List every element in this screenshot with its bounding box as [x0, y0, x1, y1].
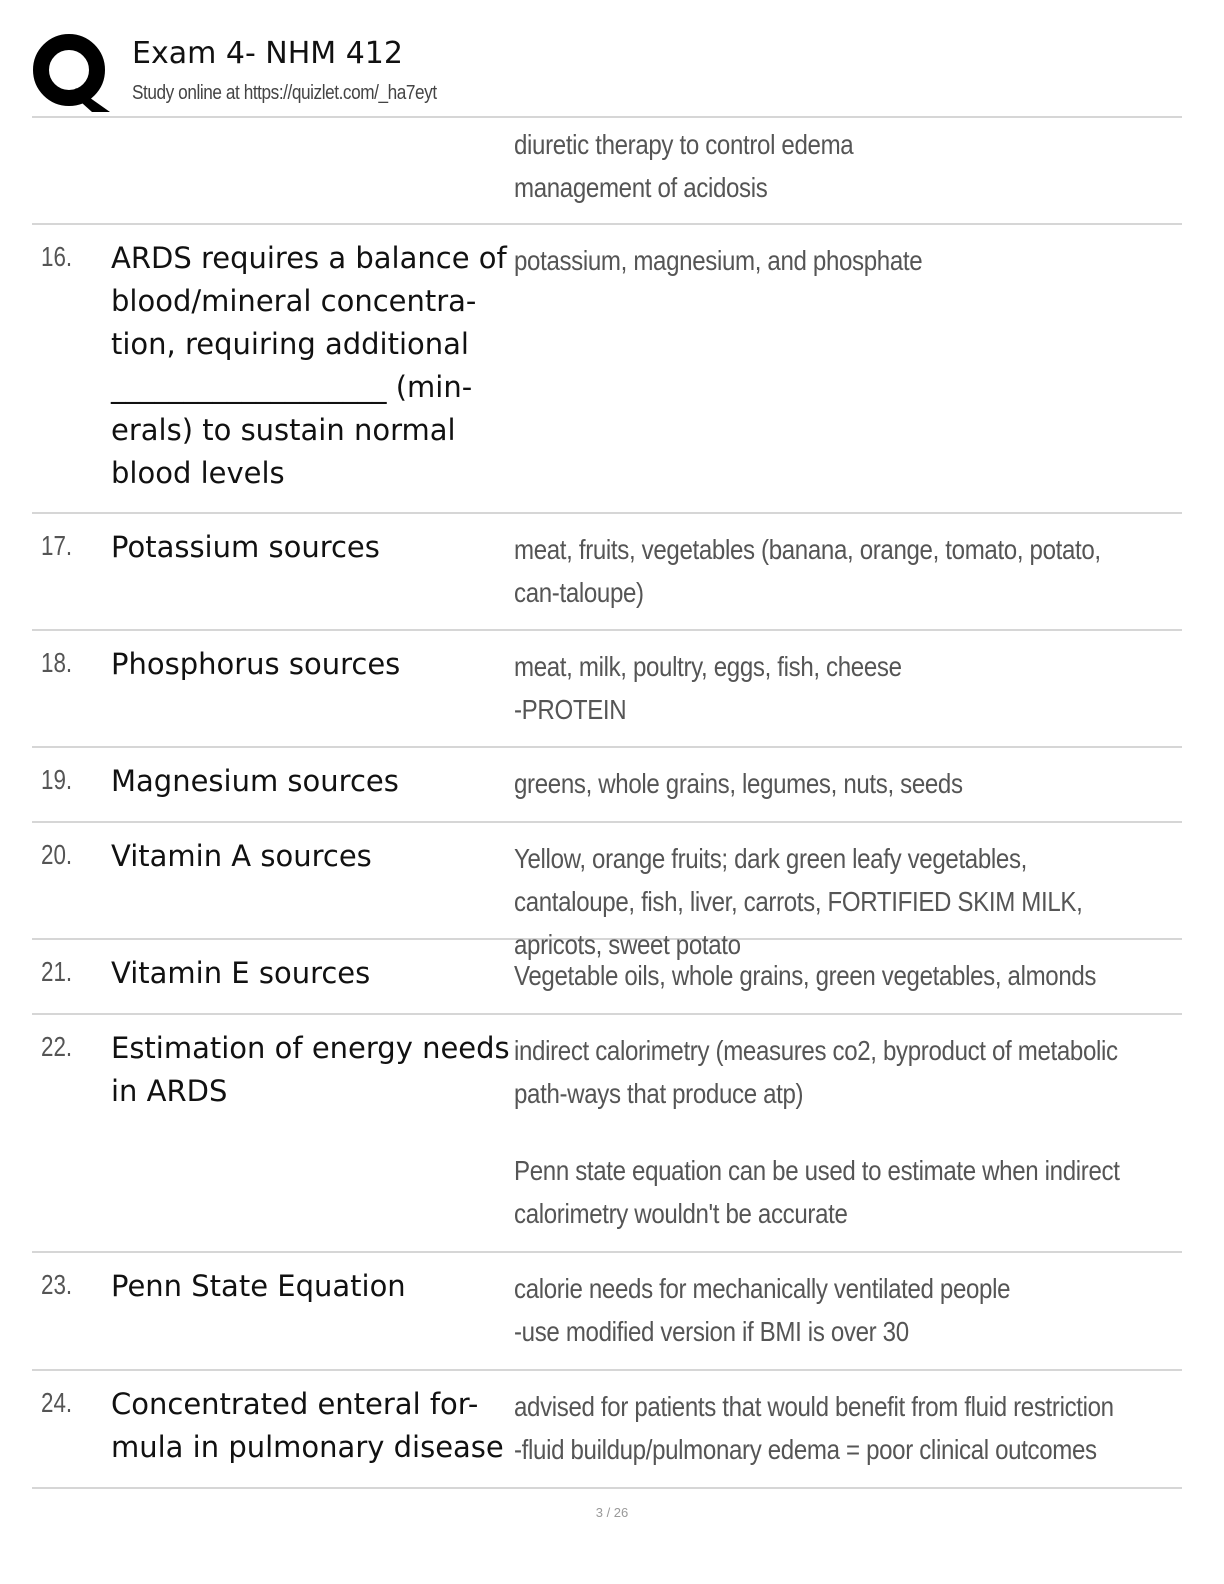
card-term: ARDS requires a balance of blood/mineral concentra-tion, requiring additional ___________________ (min-erals) to sustain normal blood levels: [111, 241, 507, 490]
card-21: [32, 940, 1182, 1015]
card-number: 17.: [41, 530, 73, 561]
card-term: Phosphorus sources: [111, 647, 401, 681]
card-number: 20.: [41, 839, 73, 870]
card-term: Concentrated enteral for-mula in pulmonary disease: [111, 1387, 504, 1464]
card-definition: diuretic therapy to control edema management of acidosis: [514, 129, 854, 203]
card-18: [32, 631, 1182, 748]
card-definition: Yellow, orange fruits; dark green leafy vegetables, cantaloupe, fish, liver, carrots, FORTIFIED SKIM MILK, apricots, sweet potato: [514, 843, 1083, 960]
card-16: [32, 225, 1182, 514]
card-definition: indirect calorimetry (measures co2, byproduct of metabolic path-ways that produce atp) Penn state equation can be used to estimate when indirect calorimetry wouldn't be accurate: [514, 1035, 1120, 1229]
study-online-link[interactable]: Study online at https://quizlet.com/_ha7eyt: [132, 82, 437, 104]
card-definition: meat, milk, poultry, eggs, fish, cheese -PROTEIN: [514, 651, 902, 725]
card-term: Vitamin E sources: [111, 956, 371, 990]
card-19: [32, 748, 1182, 823]
card-number: 19.: [41, 764, 73, 795]
card-definition: calorie needs for mechanically ventilated people -use modified version if BMI is over 30: [514, 1273, 1011, 1347]
card-continuation: [32, 118, 1182, 225]
card-definition: Vegetable oils, whole grains, green vegetables, almonds: [514, 960, 1097, 991]
card-24: [32, 1371, 1182, 1489]
card-number: 16.: [41, 241, 73, 272]
card-17: [32, 514, 1182, 631]
card-definition: potassium, magnesium, and phosphate: [514, 245, 923, 276]
card-definition: meat, fruits, vegetables (banana, orange, tomato, potato, can-taloupe): [514, 534, 1101, 608]
page-indicator: 3 / 26: [595, 1505, 629, 1520]
card-definition: advised for patients that would benefit from fluid restriction -fluid buildup/pulmonary edema = poor clinical outcomes: [514, 1391, 1114, 1465]
card-term: Penn State Equation: [111, 1269, 406, 1303]
card-20: [32, 823, 1182, 960]
card-term: Estimation of energy needs in ARDS: [111, 1031, 510, 1108]
card-term: Potassium sources: [111, 530, 380, 564]
card-number: 23.: [41, 1269, 73, 1300]
card-number: 18.: [41, 647, 73, 678]
card-22: [32, 1015, 1182, 1253]
flashcard-list: [32, 118, 1182, 1489]
card-number: 24.: [41, 1387, 73, 1418]
card-term: Magnesium sources: [111, 764, 399, 798]
card-number: 21.: [41, 956, 73, 987]
quizlet-logo-icon: [32, 32, 112, 112]
card-number: 22.: [41, 1031, 73, 1062]
card-23: [32, 1253, 1182, 1371]
card-definition: greens, whole grains, legumes, nuts, seeds: [514, 768, 963, 799]
document-title: Exam 4- NHM 412: [132, 36, 403, 71]
card-term: Vitamin A sources: [111, 839, 372, 873]
page-header: [32, 30, 1182, 116]
